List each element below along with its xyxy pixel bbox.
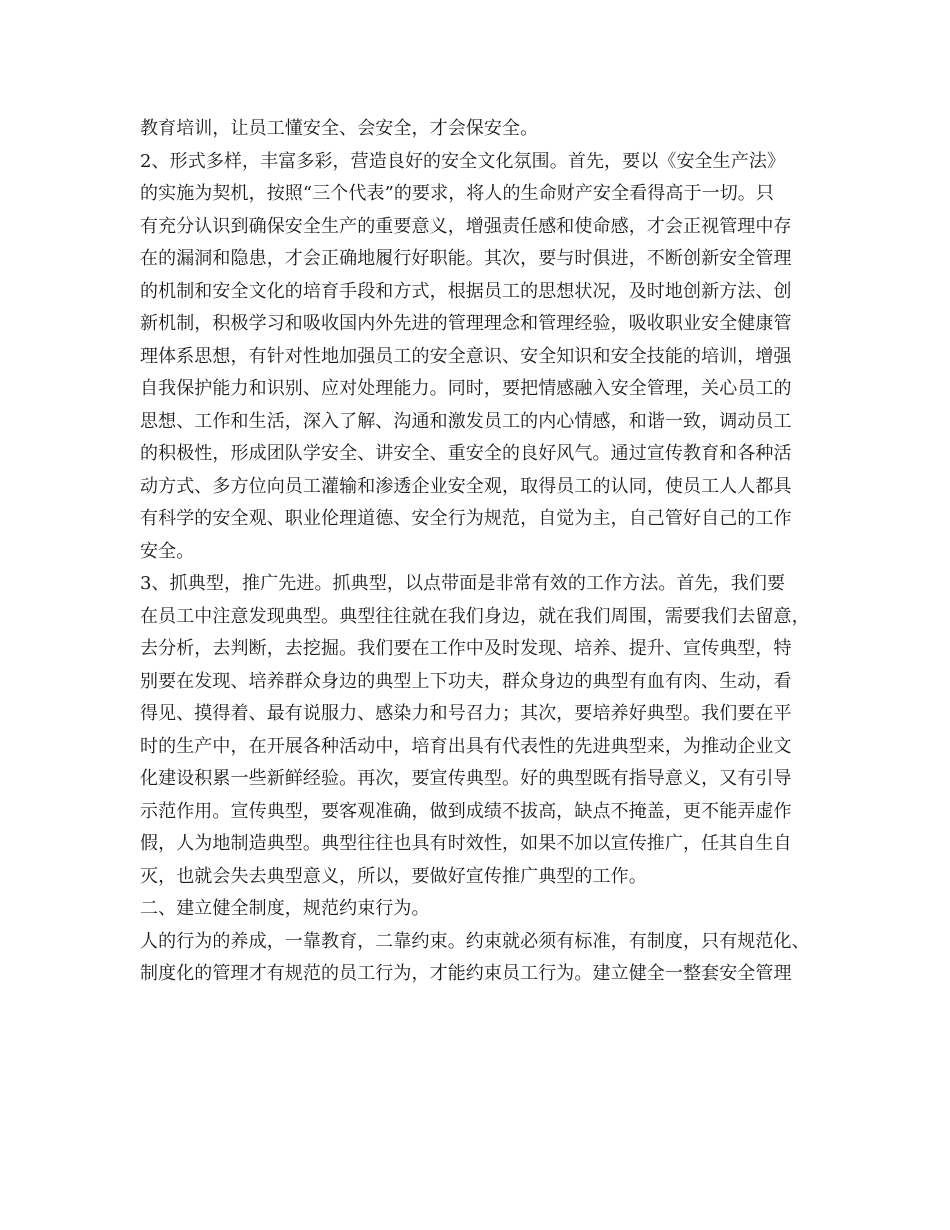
text-line: 思想、工作和生活，深入了解、沟通和激发员工的内心情感，和谐一致，调动员工 [140, 410, 792, 432]
section-heading: 二、建立健全制度，规范约束行为。 [140, 898, 430, 919]
text-line: 在的漏洞和隐患，才会正确地履行好职能。其次，要与时俱进，不断创新安全管理 [140, 248, 792, 269]
text-line: 去分析，去判断，去挖掘。我们要在工作中及时发现、培养、提升、宣传典型，特 [140, 638, 792, 659]
text-line: 动方式、多方位向员工灌输和渗透企业安全观，取得员工的认同，使员工人人都具 [140, 475, 792, 497]
text-line: 理体系思想，有针对性地加强员工的安全意识、安全知识和安全技能的培训，增强 [140, 345, 792, 367]
text-line: 制度化的管理才有规范的员工行为，才能约束员工行为。建立健全一整套安全管理 [140, 963, 792, 984]
text-line: 在员工中注意发现典型。典型往往就在我们身边，就在我们周围，需要我们去留意， [140, 605, 810, 627]
text-line: 假，人为地制造典型。典型往往也具有时效性，如果不加以宣传推广，任其自生自 [140, 833, 792, 854]
text-line: 新机制，积极学习和吸收国内外先进的管理理念和管理经验，吸收职业安全健康管 [140, 313, 792, 334]
text-line: 的机制和安全文化的培育手段和方式，根据员工的思想状况，及时地创新方法、创 [140, 280, 792, 302]
text-line: 的积极性，形成团队学安全、讲安全、重安全的良好风气。通过宣传教育和各种活 [140, 443, 792, 464]
text-line: 有科学的安全观、职业伦理道德、安全行为规范，自觉为主，自己管好自己的工作 [140, 508, 792, 529]
text-line: 时的生产中，在开展各种活动中，培育出具有代表性的先进典型来，为推动企业文 [140, 735, 792, 757]
text-line: 灭，也就会失去典型意义，所以，要做好宣传推广典型的工作。 [140, 865, 647, 887]
text-line: 别要在发现、培养群众身边的典型上下功夫，群众身边的典型有血有肉、生动，看 [140, 670, 792, 692]
text-line: 3、抓典型，推广先进。抓典型，以点带面是非常有效的工作方法。首先，我们要 [140, 573, 786, 594]
text-line: 自我保护能力和识别、应对处理能力。同时，要把情感融入安全管理，关心员工的 [140, 378, 792, 399]
text-line: 安全。 [140, 540, 195, 562]
body-text [140, 113, 820, 991]
text-line: 化建设积累一些新鲜经验。再次，要宣传典型。好的典型既有指导意义，又有引导 [140, 768, 792, 789]
text-line: 得见、摸得着、最有说服力、感染力和号召力；其次，要培养好典型。我们要在平 [140, 703, 792, 724]
text-line: 的实施为契机，按照“三个代表”的要求，将人的生命财产安全看得高于一切。只 [140, 183, 775, 204]
text-line: 人的行为的养成，一靠教育，二靠约束。约束就必须有标准，有制度，只有规范化、 [140, 930, 810, 952]
text-line: 教育培训，让员工懂安全、会安全，才会保安全。 [140, 118, 539, 139]
text-line: 示范作用。宣传典型，要客观准确，做到成绩不拔高，缺点不掩盖，更不能弄虚作 [140, 800, 792, 822]
text-line: 2、形式多样，丰富多彩，营造良好的安全文化氛围。首先，要以《安全生产法》 [140, 150, 786, 172]
text-line: 有充分认识到确保安全生产的重要意义，增强责任感和使命感，才会正视管理中存 [140, 215, 792, 237]
